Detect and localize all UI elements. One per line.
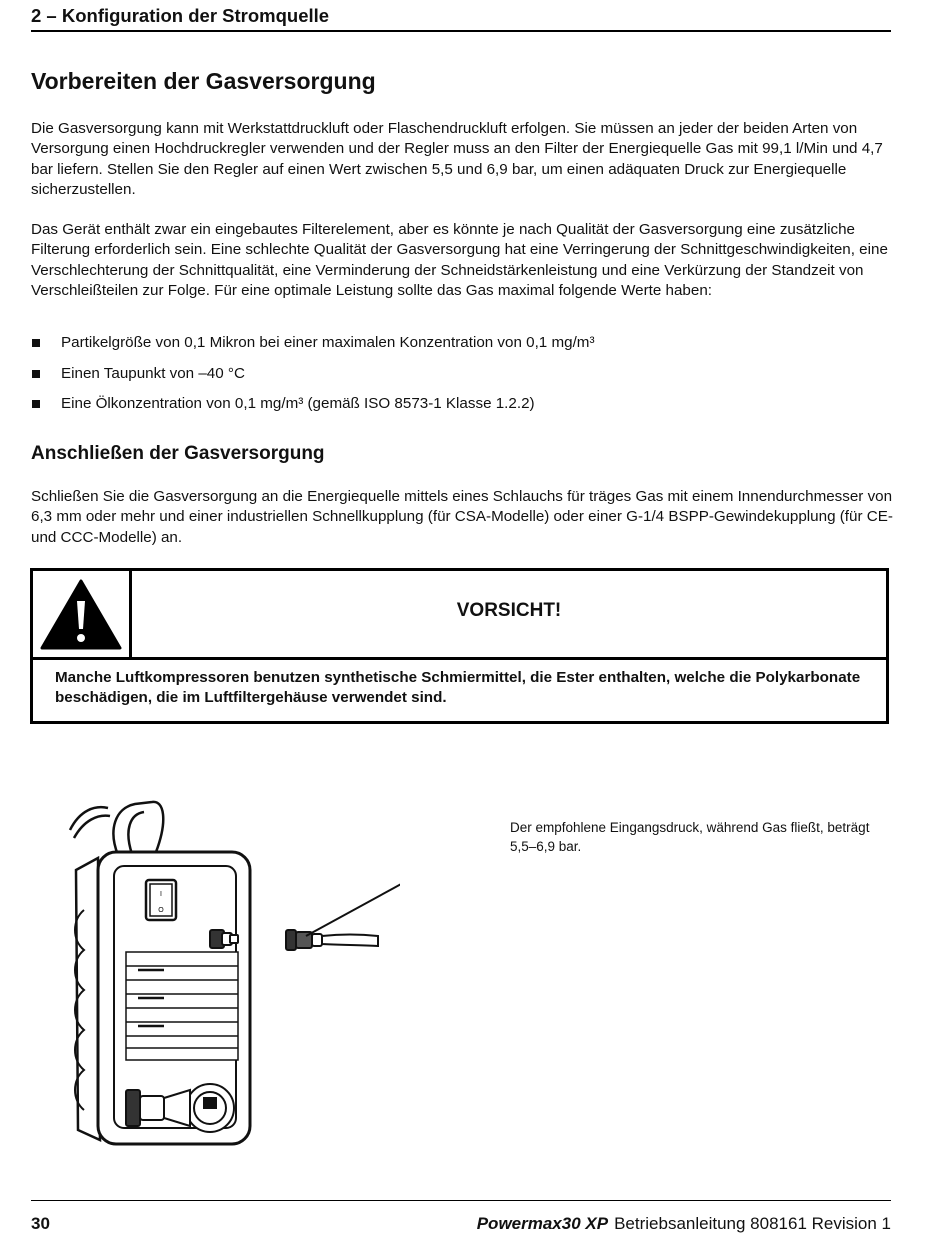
side-panel — [76, 858, 100, 1140]
caution-text: Manche Luftkompressoren benutzen synthetische Schmiermittel, die Ester enthalten, welche die Polykarbonate beschädigen, die im Luftfiltergehäuse verwendet sind. — [55, 669, 861, 707]
switch-on-label: I — [160, 891, 162, 898]
product-name: Powermax30 XP — [476, 1214, 609, 1233]
caution-icon-cell — [33, 571, 132, 657]
document-title — [477, 1214, 891, 1234]
carry-handle — [70, 802, 163, 855]
manual-reference: Betriebsanleitung 808161 Revision 1 — [614, 1214, 891, 1233]
switch-off-label: O — [158, 907, 164, 914]
list-item-text: Einen Taupunkt von –40 °C — [61, 364, 245, 382]
footer-rule — [31, 1200, 891, 1201]
section-header — [31, 4, 891, 32]
intro-paragraph: Die Gasversorgung kann mit Werkstattdruckluft oder Flaschendruckluft erfolgen. Sie müssen an jeder der beiden Arten von Versorgung einen Hochdruckregler verwenden und der Regler muss an den Filter der Energiequelle Gas mit 99,1 l/Min und 4,7 bar liefern. Stellen Sie den Regler auf einen Wert zwischen 5,5 und 6,9 bar, um einen adäquaten Druck zur Energiequelle sicherzustellen. — [31, 120, 883, 198]
page-heading: Vorbereiten der Gasversorgung — [31, 68, 376, 94]
gas-hose-coupler — [286, 930, 378, 950]
filter-paragraph: Das Gerät enthält zwar ein eingebautes Filterelement, aber es könnte je nach Qualität der Gasversorgung eine zusätzliche Filterung erforderlich sein. Eine schlechte Qualität der Gasversorgung hat eine Verringerung der Schnittgeschwindigkeiten, eine Verschlechterung der Schnittqualität, eine Verminderung der Schneidstärkenleistung und eine Verkürzung der Standzeit von Verschleißteilen zur Folge. Für eine optimale Leistung sollte das Gas maximal folgende Werte haben: — [31, 221, 888, 299]
power-switch — [146, 880, 176, 920]
caution-title: VORSICHT! — [456, 600, 562, 621]
section-title: 2 – Konfiguration der Stromquelle — [31, 5, 330, 26]
list-item-text: Partikelgröße von 0,1 Mikron bei einer maximalen Konzentration von 0,1 mg/m³ — [61, 334, 595, 351]
bullet-square-icon — [32, 400, 40, 408]
caution-box — [30, 568, 889, 724]
subsection-heading: Anschließen der Gasversorgung — [31, 443, 325, 464]
gas-quality-list — [31, 333, 891, 425]
power-supply-illustration — [60, 790, 400, 1160]
list-item — [31, 394, 891, 425]
list-item-text: Eine Ölkonzentration von 0,1 mg/m³ (gemäß ISO 8573-1 Klasse 1.2.2) — [61, 395, 535, 412]
vent-louvers — [126, 952, 238, 1060]
list-item — [31, 333, 891, 364]
caution-divider — [33, 657, 886, 660]
list-item — [31, 364, 891, 395]
warning-triangle-icon — [33, 571, 129, 657]
connection-paragraph: Schließen Sie die Gasversorgung an die Energiequelle mittels eines Schlauchs für träges Gas mit einem Innendurchmesser von 6,3 mm oder mehr und einer industriellen Schnellkupplung (für CSA-Modelle) oder einer G-1/4 BSPP-Gewindekupplung (für CE- und CCC-Modelle) an. — [31, 488, 893, 546]
bullet-square-icon — [32, 339, 40, 347]
bullet-square-icon — [32, 370, 40, 378]
pressure-callout: Der empfohlene Eingangsdruck, während Gas fließt, beträgt 5,5–6,9 bar. — [510, 820, 870, 854]
callout-leader-line — [306, 830, 400, 936]
page-number: 30 — [31, 1214, 50, 1233]
page-footer — [31, 1214, 891, 1238]
